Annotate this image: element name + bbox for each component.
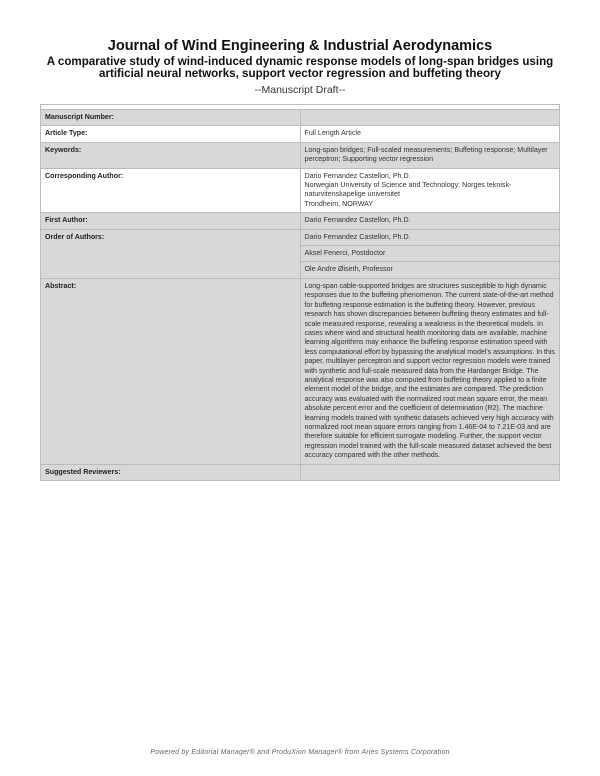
row-suggested-reviewers bbox=[41, 464, 560, 480]
footer-credit: Powered by Editorial Manager® and ProduXion Manager® from Aries Systems Corporation bbox=[150, 749, 450, 756]
first-author-label: First Author: bbox=[41, 213, 301, 229]
row-manuscript-number bbox=[41, 110, 560, 126]
author-entry-2: Aksel Fenerci, Postdoctor bbox=[300, 246, 560, 262]
abstract-label: Abstract: bbox=[41, 278, 301, 464]
corresponding-author-label: Corresponding Author: bbox=[41, 168, 301, 213]
author-entry-1: Dario Fernandez Castellon, Ph.D. bbox=[300, 229, 560, 245]
order-of-authors-label: Order of Authors: bbox=[41, 229, 301, 278]
row-abstract bbox=[41, 278, 560, 464]
abstract-text: Long-span cable-supported bridges are structures susceptible to high dynamic responses due to the buffeting phenomenon. The current state-of-the-art method for buffeting response estimation is the buffeting theory. However, previous research has shown discrepancies between buffeting theory estimates and full-scale measured response, revealing a weakness in the theoretical models. In cases where wind and structural health monitoring data are available, machine learning algorithms may enhance the buffeting response estimation speed with less computational effort by bypassing the analytical model's assumptions. In this paper, multilayer perceptron and support vector regression models were trained with synthetic and full-scale measured data from the Hardanger Bridge. The analytical response was also computed from buffeting theory applied to a finite element model of the bridge, and the estimates are compared. The prediction accuracy was evaluated with the normalized root mean square error, the mean absolute percent error and the coefficient of determination (R2). The machine learning models trained with synthetic datasets achieved very high accuracy with normalized root mean square errors ranging from 1.46E-04 to 7.21E-03 and are therefore suitable for efficient surrogate modeling. Further, the support vector regression model trained with the full-scale measured dataset achieved the best accuracy compared with the other methods. bbox=[300, 278, 560, 464]
article-type-value: Full Length Article bbox=[300, 126, 560, 142]
corresponding-author-name: Dario Fernandez Castellon, Ph.D. bbox=[304, 171, 411, 180]
article-type-label: Article Type: bbox=[41, 126, 301, 142]
keywords-value: Long-span bridges; Full-scaled measurements; Buffeting response; Multilayer perceptron; Supporting vector regression bbox=[300, 142, 560, 168]
suggested-reviewers-value bbox=[300, 464, 560, 480]
author-entry-3: Ole Andre Øiseth, Professor bbox=[300, 262, 560, 278]
manuscript-number-value bbox=[300, 110, 560, 126]
first-author-value: Dario Fernandez Castellon, Ph.D. bbox=[300, 213, 560, 229]
manuscript-number-label: Manuscript Number: bbox=[41, 110, 301, 126]
keywords-label: Keywords: bbox=[41, 142, 301, 168]
manuscript-metadata-table bbox=[40, 104, 560, 481]
row-order-of-authors bbox=[41, 229, 560, 245]
journal-title: Journal of Wind Engineering & Industrial Aerodynamics bbox=[107, 38, 493, 54]
row-corresponding-author bbox=[41, 168, 560, 213]
row-keywords bbox=[41, 142, 560, 168]
article-title: A comparative study of wind-induced dynamic response models of long-span bridges using artificial neural networks, support vector regression and buffeting theory bbox=[46, 55, 554, 80]
row-first-author bbox=[41, 213, 560, 229]
manuscript-draft-label: --Manuscript Draft-- bbox=[254, 84, 346, 96]
suggested-reviewers-label: Suggested Reviewers: bbox=[41, 464, 301, 480]
corresponding-author-institution: Norwegian University of Science and Technology: Norges teknisk-naturvitenskapelige universitet bbox=[304, 181, 512, 199]
row-article-type bbox=[41, 126, 560, 142]
corresponding-author-location: Trondheim, NORWAY bbox=[304, 199, 374, 208]
corresponding-author-value bbox=[300, 168, 560, 213]
